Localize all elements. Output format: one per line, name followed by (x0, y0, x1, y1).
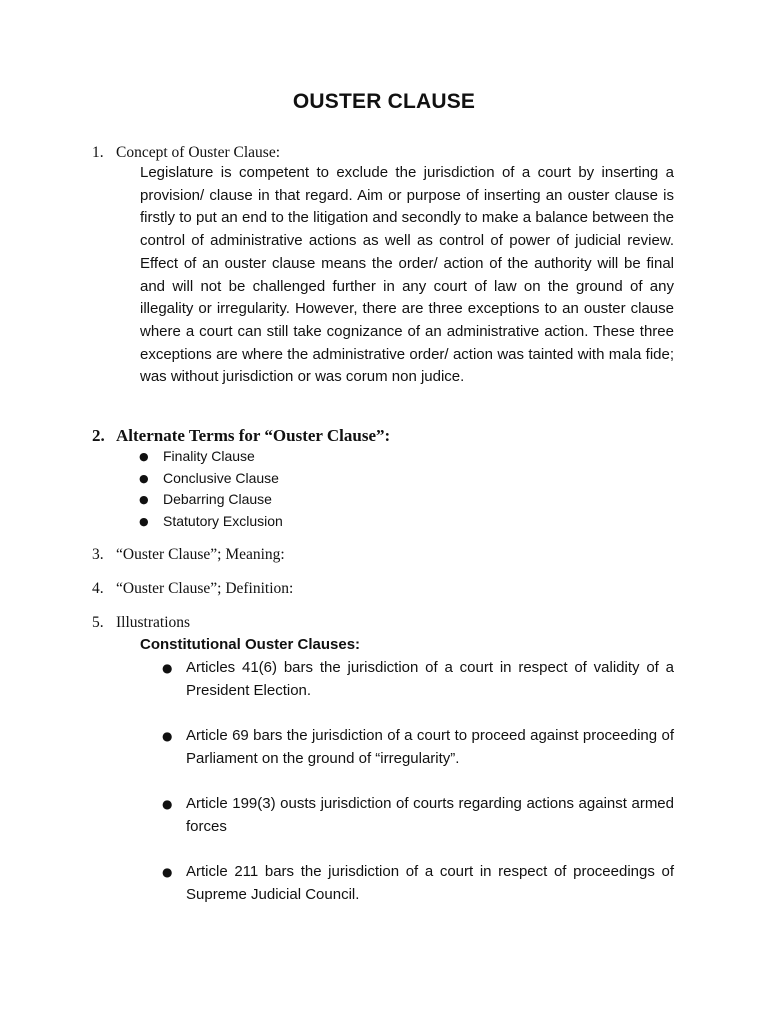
list-item (162, 793, 674, 838)
list-item (139, 446, 283, 468)
bullet-icon: ● (139, 471, 149, 485)
section-title: “Ouster Clause”; Definition: (116, 580, 294, 597)
list-item-text: Finality Clause (163, 448, 255, 464)
section-title: Illustrations (116, 614, 191, 631)
section-1-paragraph: Legislature is competent to exclude the jurisdiction of a court by inserting a provision/ clause in that regard. Aim or purpose of inserting an ouster clause is firstly to put an end to the litigation and secondly to make a balance between the control of administrative actions as well as control of power of judicial review. Effect of an ouster clause means the order/ action of the authority will be final and will not be challenged further in any court of law on the ground of any illegality or irregularity. However, there are three exceptions to an ouster clause where a court can still take cognizance of an administrative action. These three exceptions are where the administrative order/ action was tainted with mala fide; was without jurisdiction or was corum non judice. (140, 164, 674, 386)
list-item (162, 861, 674, 906)
list-item-text: Statutory Exclusion (163, 512, 283, 529)
section-number: 1. (92, 144, 104, 161)
list-item (139, 468, 283, 490)
list-item-text: Article 199(3) ousts jurisdiction of courts regarding actions against armed forces (186, 795, 674, 835)
list-item (162, 725, 674, 770)
list-item (162, 657, 674, 702)
bullet-icon: ● (139, 493, 149, 506)
section-3-heading (92, 546, 285, 564)
constitutional-subheading: Constitutional Ouster Clauses: (140, 636, 361, 653)
section-title: Alternate Terms for “Ouster Clause”: (116, 426, 391, 445)
page-title: OUSTER CLAUSE (292, 90, 476, 113)
section-1-heading (92, 144, 280, 162)
section-4-heading (92, 580, 293, 598)
section-number: 2. (92, 426, 105, 445)
section-number: 4. (92, 580, 104, 597)
list-item (139, 489, 283, 511)
section-2-heading (92, 426, 390, 446)
list-item-text: Debarring Clause (163, 491, 272, 507)
list-item-text: Article 69 bars the jurisdiction of a court to proceed against proceeding of Parliament on the ground of “irregularity”. (186, 727, 674, 767)
list-item-text: Article 211 bars the jurisdiction of a court in respect of proceedings of Supreme Judicial Council. (186, 863, 674, 903)
bullet-icon: ● (139, 450, 149, 463)
bullet-icon: ● (162, 729, 173, 743)
bullet-icon: ● (162, 865, 173, 879)
section-5-heading (92, 614, 190, 632)
section-title: Concept of Ouster Clause: (116, 144, 281, 161)
bullet-icon: ● (139, 514, 149, 528)
list-item-text: Articles 41(6) bars the jurisdiction of a court in respect of validity of a President Election. (186, 659, 674, 699)
section-title: “Ouster Clause”; Meaning: (116, 546, 285, 563)
list-item (139, 511, 283, 533)
section-number: 3. (92, 546, 104, 563)
section-number: 5. (92, 614, 104, 631)
list-item-text: Conclusive Clause (163, 469, 279, 486)
alternate-terms-list (139, 446, 283, 532)
bullet-icon: ● (162, 661, 173, 675)
bullet-icon: ● (162, 797, 173, 811)
illustrations-list (162, 657, 674, 906)
